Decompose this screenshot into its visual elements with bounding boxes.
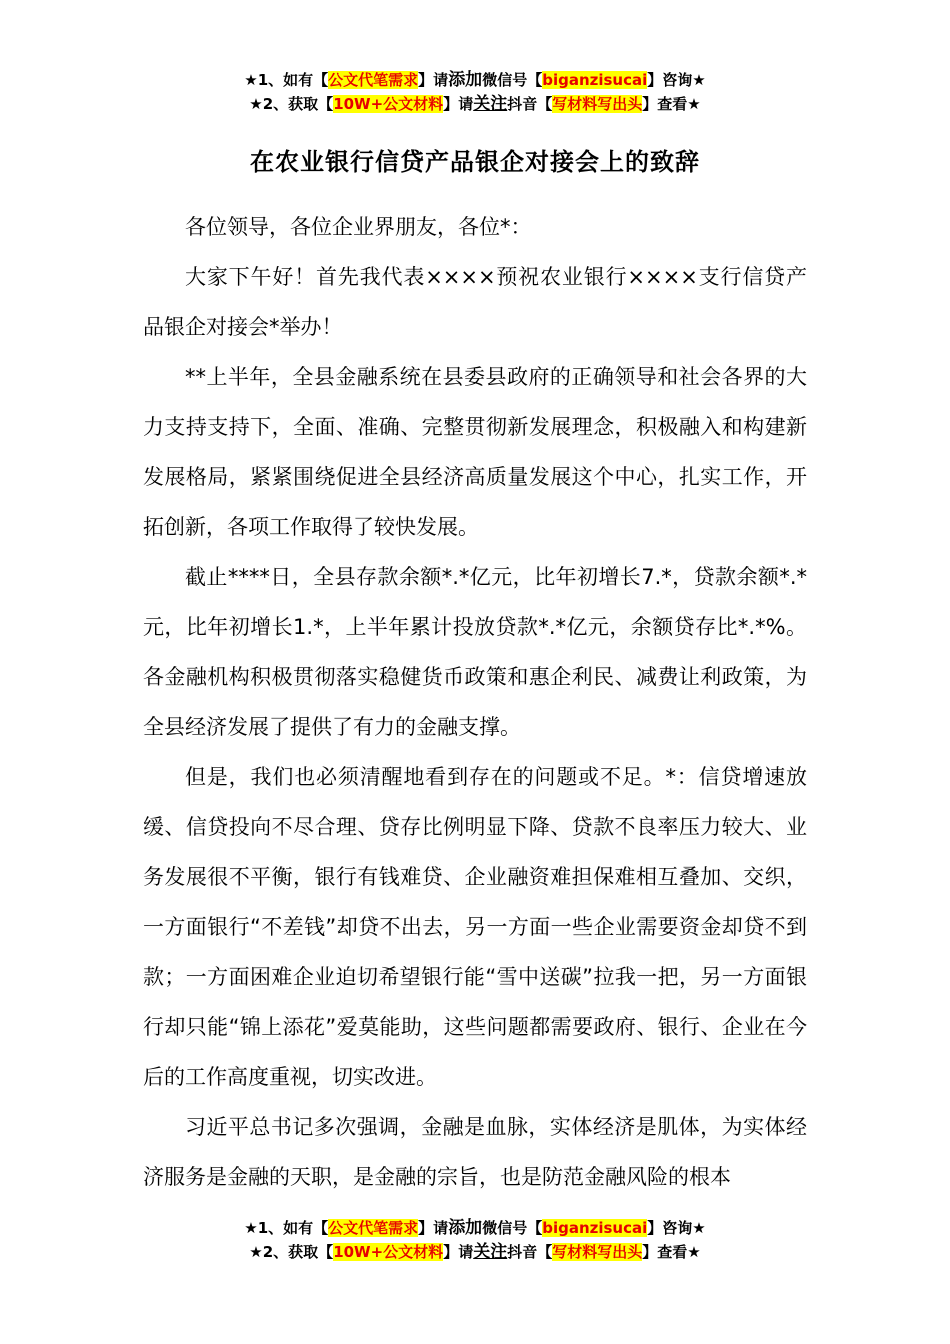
document-body [143,202,807,1202]
banner-highlight: 10W+公文材料 [333,1243,444,1261]
document-title: 在农业银行信贷产品银企对接会上的致辞 [250,148,700,176]
paragraph: **上半年，全县金融系统在县委县政府的正确领导和社会各界的大力支持支持下，全面、准确、完整贯彻新发展理念，积极融入和构建新发展格局，紧紧围绕促进全县经济高质量发展这个中心，扎实工作，开拓创新，各项工作取得了较快发展。 [143,365,807,539]
paragraph: 习近平总书记多次强调，金融是血脉，实体经济是肌体，为实体经济服务是金融的天职，是金融的宗旨，也是防范金融风险的根本 [143,1115,807,1189]
paragraph: 大家下午好！首先我代表××××预祝农业银行××××支行信贷产品银企对接会*举办！ [143,265,807,339]
paragraph: 各位领导，各位企业界朋友，各位*： [185,215,532,239]
banner-highlight: biganzisucai [542,71,648,89]
paragraph: 但是，我们也必须清醒地看到存在的问题或不足。*：信贷增速放缓、信贷投向不尽合理、贷存比例明显下降、贷款不良率压力较大、业务发展很不平衡，银行有钱难贷、企业融资难担保难相互叠加、交织，一方面银行“不差钱”却贷不出去，另一方面一些企业需要资金却贷不到款；一方面困难企业迫切希望银行能“雪中送碳”拉我一把，另一方面银行却只能“锦上添花”爱莫能助，这些问题都需要政府、银行、企业在今后的工作高度重视，切实改进。 [143,765,807,1089]
banner-line-2: ★2、获取【10W+公文材料】请关注抖音【写材料写出头】查看★ [249,94,701,114]
banner-line-1: ★1、如有【公文代笔需求】请添加微信号【biganzisucai】咨询★ [244,70,706,90]
banner-highlight: 写材料写出头 [552,95,643,113]
banner-highlight: biganzisucai [542,1219,648,1237]
banner-line-1: ★1、如有【公文代笔需求】请添加微信号【biganzisucai】咨询★ [244,1218,706,1238]
paragraph: 截止****日，全县存款余额*.*亿元，比年初增长7.*，贷款余额*.*元，比年初增长1.*，上半年累计投放贷款*.*亿元，余额贷存比*.*%。各金融机构积极贯彻落实稳健货币政策和惠企利民、减费让利政策，为全县经济发展了提供了有力的金融支撑。 [143,565,807,739]
banner-highlight: 公文代笔需求 [328,71,419,89]
banner-highlight: 公文代笔需求 [328,1219,419,1237]
header-banner [0,68,950,116]
banner-highlight: 写材料写出头 [552,1243,643,1261]
footer-banner [0,1216,950,1264]
banner-highlight: 10W+公文材料 [333,95,444,113]
banner-line-2: ★2、获取【10W+公文材料】请关注抖音【写材料写出头】查看★ [249,1242,701,1262]
